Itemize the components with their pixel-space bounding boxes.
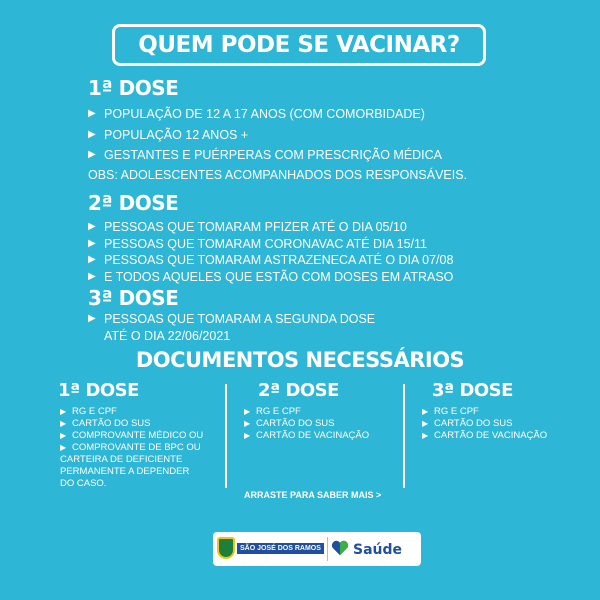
dose1-heading: 1ª DOSE: [88, 76, 179, 100]
list-item: ▶ PESSOAS QUE TOMARAM PFIZER ATÉ O DIA 05/10: [88, 220, 407, 234]
list-item: CARTEIRA DE DEFICIENTE: [60, 454, 183, 465]
list-item: ATÉ O DIA 22/06/2021: [104, 328, 231, 343]
bullet-icon: ▶: [422, 407, 429, 416]
bullet-icon: ▶: [88, 254, 96, 265]
list-item: ▶ PESSOAS QUE TOMARAM A SEGUNDA DOSE: [88, 312, 376, 326]
list-item: ▶ CARTÃO DO SUS: [422, 418, 513, 429]
logo-bar: [213, 532, 421, 566]
bullet-icon: ▶: [88, 313, 96, 324]
health-logo: [329, 535, 417, 563]
list-item: ▶ COMPROVANTE DE BPC OU: [60, 442, 201, 453]
bullet-icon: ▶: [88, 149, 96, 160]
bullet-icon: ▶: [244, 431, 251, 440]
documents-title: DOCUMENTOS NECESSÁRIOS: [135, 348, 465, 372]
bullet-icon: ▶: [422, 419, 429, 428]
dose3-heading: 3ª DOSE: [88, 286, 179, 310]
list-item: PERMANENTE A DEPENDER: [60, 466, 190, 477]
page-title: QUEM PODE SE VACINAR?: [138, 32, 460, 58]
docs-col1-list: [60, 406, 220, 490]
dose2-list: [88, 219, 548, 285]
city-crest-icon: [217, 537, 235, 559]
bullet-icon: ▶: [60, 407, 67, 416]
column-divider: [403, 384, 405, 488]
list-item: ▶ COMPROVANTE MÉDICO OU: [60, 430, 204, 441]
list-item: ▶ PESSOAS QUE TOMARAM ASTRAZENECA ATÉ O DIA 07/08: [88, 253, 454, 267]
dose1-list: [88, 106, 548, 164]
bullet-icon: ▶: [60, 443, 67, 452]
title-box: [112, 24, 486, 66]
city-logo: [217, 535, 325, 563]
bullet-icon: ▶: [88, 108, 96, 119]
bullet-icon: ▶: [88, 237, 96, 249]
dose1-note: OBS: ADOLESCENTES ACOMPANHADOS DOS RESPONSÁVEIS.: [88, 168, 468, 182]
docs-col1-heading: 1ª DOSE: [58, 380, 139, 401]
logo-divider: [327, 537, 328, 561]
list-item: ▶ CARTÃO DO SUS: [60, 418, 151, 429]
docs-col3-list: [422, 406, 582, 442]
docs-col2-list: [244, 406, 394, 442]
swipe-hint[interactable]: ARRASTE PARA SABER MAIS >: [244, 490, 382, 500]
dose3-list: [88, 311, 548, 344]
column-divider: [225, 384, 227, 488]
bullet-icon: ▶: [60, 419, 67, 428]
bullet-icon: ▶: [88, 270, 96, 282]
list-item: ▶ CARTÃO DE VACINAÇÃO: [244, 430, 370, 441]
city-name: SÃO JOSÉ DOS RAMOS: [237, 543, 324, 554]
heart-icon: [331, 539, 349, 557]
docs-col2-heading: 2ª DOSE: [258, 380, 339, 401]
bullet-icon: ▶: [244, 419, 251, 428]
list-item: ▶ RG E CPF: [422, 406, 479, 417]
bullet-icon: ▶: [422, 431, 429, 440]
bullet-icon: ▶: [88, 221, 96, 232]
list-item: ▶ CARTÃO DO SUS: [244, 418, 335, 429]
bullet-icon: ▶: [60, 431, 67, 440]
dose2-heading: 2ª DOSE: [88, 191, 179, 215]
list-item: DO CASO.: [60, 478, 107, 489]
bullet-icon: ▶: [244, 407, 251, 416]
list-item: ▶ RG E CPF: [244, 406, 301, 417]
health-name: Saúde: [353, 542, 403, 558]
list-item: ▶ CARTÃO DE VACINAÇÃO: [422, 430, 548, 441]
list-item: ▶ POPULAÇÃO 12 ANOS +: [88, 127, 249, 142]
list-item: ▶ PESSOAS QUE TOMARAM CORONAVAC ATÉ DIA 15/11: [88, 236, 428, 251]
list-item: ▶ RG E CPF: [60, 406, 117, 417]
list-item: ▶ GESTANTES E PUÉRPERAS COM PRESCRIÇÃO MÉDICA: [88, 148, 443, 162]
list-item: ▶ POPULAÇÃO DE 12 A 17 ANOS (COM COMORBIDADE): [88, 107, 425, 121]
docs-col3-heading: 3ª DOSE: [432, 380, 513, 401]
list-item: ▶ E TODOS AQUELES QUE ESTÃO COM DOSES EM ATRASO: [88, 269, 454, 284]
bullet-icon: ▶: [88, 128, 96, 140]
